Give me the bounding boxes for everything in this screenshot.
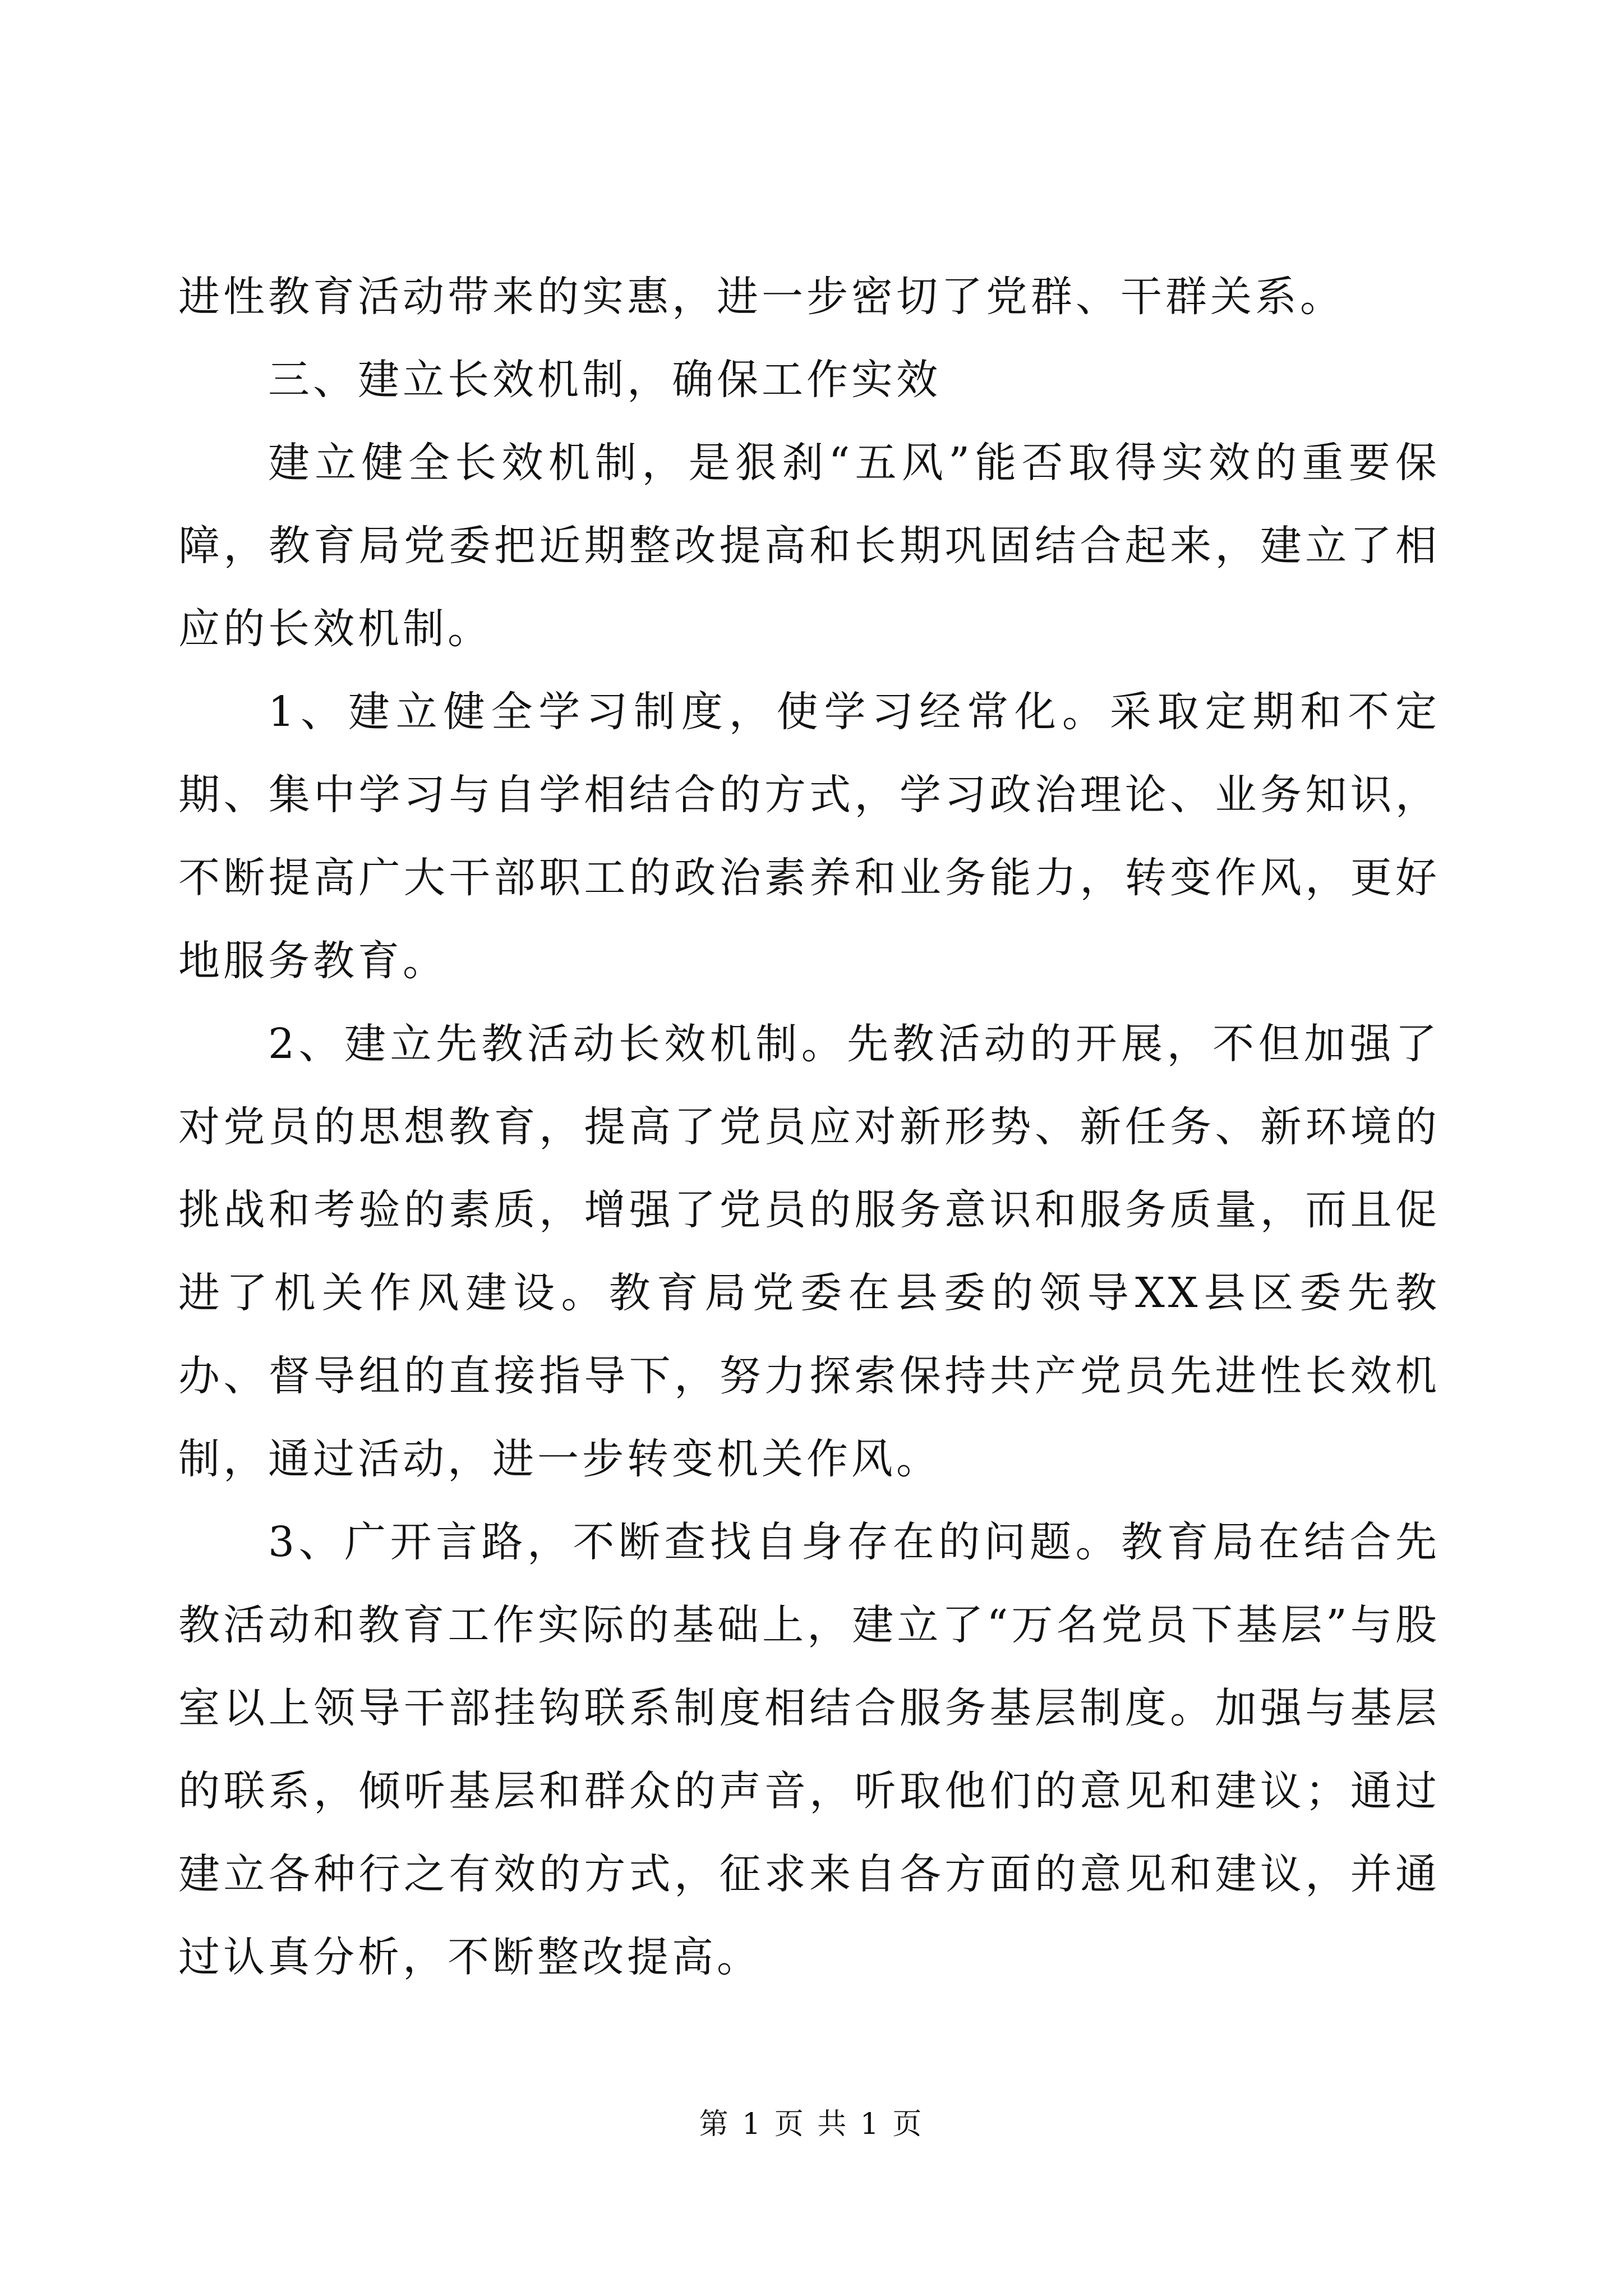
list-item-2: 2、建立先教活动长效机制。先教活动的开展，不但加强了对党员的思想教育，提高了党员应对新形势、新任务、新环境的挑战和考验的素质，增强了党员的服务意识和服务质量，而且促进了机关作风建设。教育局党委在县委的领导XX县区委先教办、督导组的直接指导下，努力探索保持共产党员先进性长效机制，通过活动，进一步转变机关作风。 (178, 1020, 1440, 1483)
document-body (178, 255, 1440, 1999)
section-heading-3: 三、建立长效机制，确保工作实效 (268, 356, 941, 404)
list-item-1: 1、建立健全学习制度，使学习经常化。采取定期和不定期、集中学习与自学相结合的方式，学习政治理论、业务知识，不断提高广大干部职工的政治素养和业务能力，转变作风，更好地服务教育。 (178, 688, 1440, 985)
paragraph-2: 建立健全长效机制，是狠刹“五风”能否取得实效的重要保障，教育局党委把近期整改提高和长期巩固结合起来，建立了相应的长效机制。 (178, 439, 1440, 653)
list-item-3: 3、广开言路，不断查找自身存在的问题。教育局在结合先教活动和教育工作实际的基础上，建立了“万名党员下基层”与股室以上领导干部挂钩联系制度相结合服务基层制度。加强与基层的联系，倾听基层和群众的声音，听取他们的意见和建议；通过建立各种行之有效的方式，征求来自各方面的意见和建议，并通过认真分析，不断整改提高。 (178, 1518, 1440, 1981)
page-footer: 第 1 页 共 1 页 (699, 2108, 924, 2141)
paragraph-1: 进性教育活动带来的实惠，进一步密切了党群、干群关系。 (178, 273, 1345, 321)
